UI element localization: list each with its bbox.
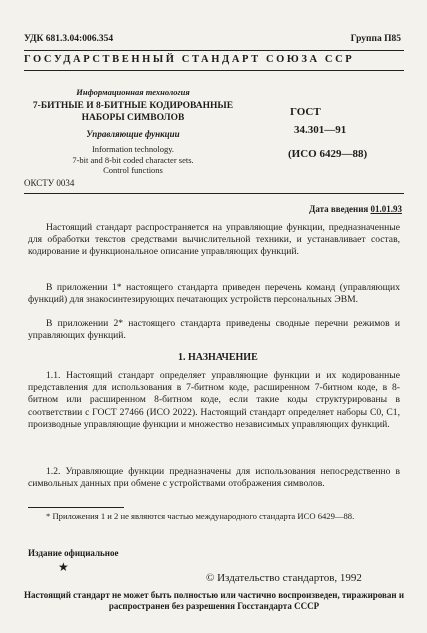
paragraph-scope: Настоящий стандарт распространяется на управляющие функции, предназначенные для обработки текстов средствами вычислительной техники, и устанавливает состав, кодирование и функциональное описание управляющих функций. — [28, 222, 400, 258]
english-title-line-3: Control functions — [103, 165, 163, 175]
footnote: * Приложения 1 и 2 не являются частью международного стандарта ИСО 6429—88. — [46, 511, 355, 521]
gost-label: ГОСТ — [290, 106, 321, 118]
title-line-2: НАБОРЫ СИМВОЛОВ — [81, 113, 185, 123]
state-standard-heading: ГОСУДАРСТВЕННЫЙ СТАНДАРТ СОЮЗА ССР — [24, 54, 355, 65]
title-line-1: 7-БИТНЫЕ И 8-БИТНЫЕ КОДИРОВАННЫЕ — [32, 101, 234, 111]
introduction-date-value: 01.01.93 — [370, 204, 402, 214]
gost-number: 34.301—91 — [294, 124, 347, 136]
copyright: © Издательство стандартов, 1992 — [206, 572, 362, 584]
subtitle: Управляющие функции — [86, 129, 180, 139]
star-icon: ★ — [58, 560, 69, 574]
clause-1-2: 1.2. Управляющие функции предназначены для использования непосредственно в символьных данных при обмене с устройствами отображения символов. — [28, 466, 400, 490]
top-rule — [24, 50, 404, 51]
heading-rule — [24, 70, 404, 71]
paragraph-appendix-2: В приложении 2* настоящего стандарта приведены сводные перечни режимов и управляющих функций. — [28, 318, 400, 342]
paragraph-appendix-1: В приложении 1* настоящего стандарта приведен перечень команд (управляющих функций) для знакосинтезирующих печатающих устройств персональных ЭВМ. — [28, 282, 400, 306]
okstu-code: ОКСТУ 0034 — [24, 178, 75, 188]
clause-1-1: 1.1. Настоящий стандарт определяет управляющие функции и их кодированные представления для использования в 7-битном коде, расширенном 7-битном коде, в 8-битном или расширенном 8-битном коде, если такие коды структурированы в соответствии с ГОСТ 27466 (ИСО 2022). Настоящий стандарт определяет наборы С0, С1, производные управляющие функции и множество независимых управляющих функций. — [28, 370, 400, 430]
okstu-rule — [24, 193, 404, 194]
title-block — [28, 86, 238, 176]
english-title-line-1: Information technology. — [91, 144, 175, 154]
official-edition: Издание официальное — [28, 548, 119, 558]
udk-code: УДК 681.3.04:006.354 — [24, 34, 114, 44]
introduction-date — [309, 204, 402, 214]
footnote-rule — [28, 507, 124, 508]
iso-reference: (ИСО 6429—88) — [288, 148, 368, 160]
english-title-line-2: 7-bit and 8-bit coded character sets. — [72, 154, 194, 165]
reproduction-notice: Настоящий стандарт не может быть полностью или частично воспроизведен, тиражирован и распространен без разрешения Госстандарта СССР — [23, 590, 405, 611]
category-label: Информационная технология — [76, 87, 190, 97]
introduction-date-label: Дата введения — [309, 204, 369, 214]
group-code: Группа П85 — [350, 34, 401, 44]
section-title: 1. НАЗНАЧЕНИЕ — [178, 352, 258, 363]
